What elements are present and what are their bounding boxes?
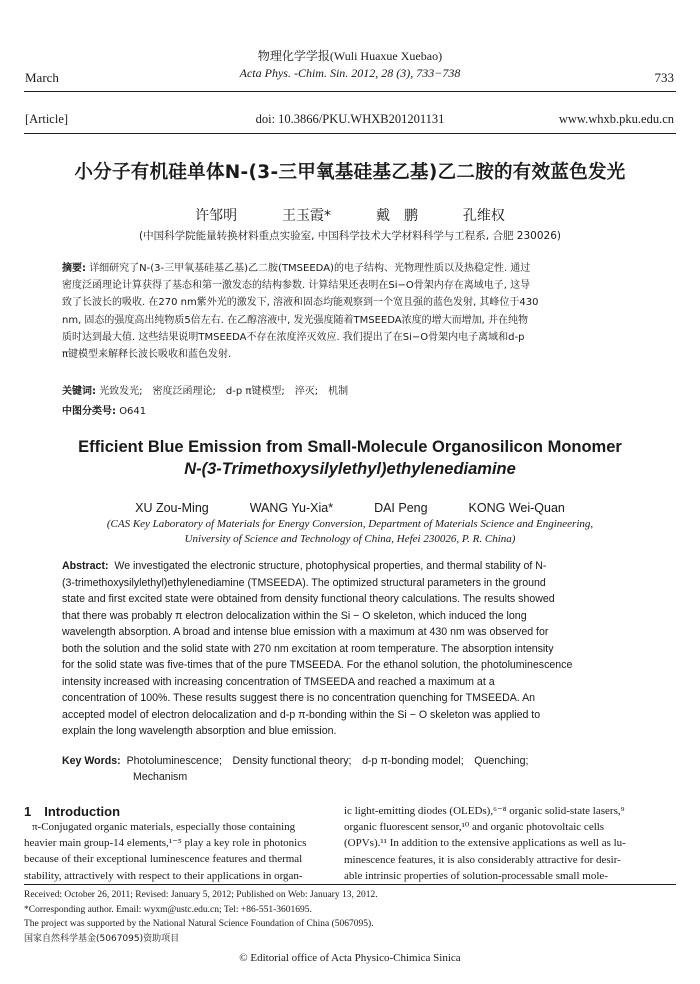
title-en-line: Efficient Blue Emission from Small-Molecule Organosilicon Monomer [78, 438, 622, 456]
abstract-en-line: that there was probably π electron delocalization within the Si − O skeleton, which induced the long [62, 609, 527, 622]
abstract-en-line: for the solid state was five-times that of the pure TMSEEDA. For the ethanol solution, the photoluminescence [62, 659, 573, 671]
abstract-en-label: Abstract: [62, 560, 109, 572]
journal-url[interactable]: www.whxb.pku.edu.cn [558, 112, 674, 126]
intro-line: minescence features, it is also considerably attractive for desir- [344, 853, 621, 866]
abstract-en-line: intensity increased with increasing concentration of TMSEEDA and reached a maximum at a [62, 675, 495, 688]
intro-line: ic light-emitting diodes (OLEDs),⁶⁻⁸ organic solid-state lasers,⁹ [344, 805, 625, 817]
intro-line: because of their exceptional luminescence features and thermal [24, 853, 303, 866]
affiliation-en-line: (CAS Key Laboratory of Materials for Energy Conversion, Department of Materials Science and Engineering, [106, 518, 594, 530]
journal-citation: Acta Phys. -Chim. Sin. 2012, 28 (3), 733−738 [239, 66, 461, 80]
author-cn: 王玉霞* [282, 208, 332, 224]
footnote-corresponding: *Corresponding author. Email: wyxm@ustc.edu.cn; Tel: +86-551-3601695. [24, 904, 312, 915]
keywords-cn [62, 382, 348, 397]
author-en: WANG Yu-Xia* [249, 501, 334, 515]
article-type: [Article] [25, 112, 69, 126]
issue-month: March [25, 70, 59, 85]
intro-right-column [344, 803, 678, 884]
intro-line: heavier main group-14 elements,¹⁻⁵ play a key role in photonics [24, 837, 307, 850]
keywords-en [62, 753, 528, 785]
keywords-en-label: Key Words: [62, 755, 121, 767]
footnotes [24, 888, 378, 946]
section-heading-introduction: 1 Introduction [24, 804, 121, 819]
intro-line: able intrinsic properties of solution-processable small mole- [344, 869, 608, 882]
keywords-cn-label: 关键词: [62, 386, 96, 397]
footnote-received: Received: October 26, 2011; Revised: January 5, 2012; Published on Web: January 13, 2012. [24, 890, 378, 900]
abstract-cn-line: π键模型来解释长波长吸收和蓝色发射. [62, 349, 232, 361]
abstract-en-line: concentration of 100%. These results suggest there is no concentration quenching for TMSEEDA. An [62, 692, 536, 704]
authors-en [0, 501, 700, 515]
intro-line: organic fluorescent sensor,¹⁰ and organic photovoltaic cells [344, 821, 605, 834]
authors-cn [0, 205, 700, 225]
abstract-cn-line: 质时达到最大值. 这些结果说明TMSEEDA不存在浓度淬灭效应. 我们提出了在Si−O骨架内电子离域和d-p [62, 331, 525, 343]
abstract-en-line: We investigated the electronic structure, photophysical properties, and thermal stability of N- [114, 560, 547, 572]
header-rule [24, 91, 676, 92]
affiliation-en [0, 517, 700, 547]
classification-cn-text: O641 [119, 406, 147, 417]
abstract-en-line: state and first excited state were obtained from density functional theory calculations. The results showed [62, 593, 555, 605]
abstract-cn-line: 详细研究了N-(3-三甲氧基硅基乙基)乙二胺(TMSEEDA)的电子结构、光物理性质以及热稳定性. 通过 [89, 263, 531, 274]
abstract-en [62, 558, 640, 740]
abstract-cn-line: 密度泛函理论计算获得了基态和第一激发态的结构参数. 计算结果还表明在Si−O骨架内存在离域电子, 这导 [62, 280, 531, 292]
classification-cn [62, 402, 146, 417]
author-cn: 戴 鹏 [375, 208, 418, 224]
footnote-rule [24, 884, 676, 885]
doi[interactable]: doi: 10.3866/PKU.WHXB201201131 [255, 112, 445, 126]
footnote-funding-cn: 国家自然科学基金(5067095)资助项目 [24, 933, 180, 944]
abstract-en-line: both the solution and the solid state with 270 nm excitation at room temperature. The absorption intensity [62, 642, 554, 655]
intro-line: (OPVs).¹¹ In addition to the extensive applications as well as lu- [344, 837, 626, 850]
abstract-en-line: (3-trimethoxysilylethyl)ethylenediamine (TMSEEDA). The optimized structural parameters in the ground [62, 576, 546, 589]
keywords-en-line: Mechanism [133, 771, 188, 783]
title-en-line: N-(3-Trimethoxysilylethyl)ethylenediamine [184, 460, 516, 478]
abstract-cn-line: nm, 固态的强度高出纯物质5倍左右. 在乙醇溶液中, 发光强度随着TMSEEDA浓度的增大而增加, 并在纯物 [62, 314, 528, 326]
author-en: XU Zou-Ming [135, 501, 209, 515]
keywords-cn-text: 光致发光; 密度泛函理论; d-p π键模型; 淬灭; 机制 [99, 386, 349, 397]
abstract-cn-line: 致了长波长的吸收. 在270 nm紫外光的激发下, 溶液和固态均能观察到一个宽且强的蓝色发射, 其峰位于430 [62, 297, 539, 309]
keywords-en-line: Photoluminescence; Density functional theory; d-p π-bonding model; Quenching; [126, 755, 529, 767]
page-number: 733 [654, 70, 674, 85]
abstract-en-line: wavelength absorption. A broad and intense blue emission with a maximum at 430 nm was observed for [62, 626, 549, 638]
affiliation-cn: (中国科学院能量转换材料重点实验室, 中国科学技术大学材料科学与工程系, 合肥 230026) [139, 230, 561, 242]
affiliation-en-line: University of Science and Technology of China, Hefei 230026, P. R. China) [184, 533, 516, 545]
doi-rule [24, 133, 676, 134]
abstract-en-line: explain the long wavelength absorption and blue emission. [62, 725, 337, 737]
abstract-en-line: accepted model of electron delocalization and d-p π-bonding within the Si − O skeleton was applied to [62, 708, 541, 721]
copyright: © Editorial office of Acta Physico-Chimica Sinica [239, 952, 461, 964]
abstract-cn-label: 摘要: [62, 263, 86, 274]
intro-left-column [24, 819, 334, 884]
abstract-cn [62, 260, 642, 363]
footnote-funding: The project was supported by the National Natural Science Foundation of China (5067095). [24, 919, 374, 929]
author-cn: 孔维权 [462, 208, 505, 224]
author-en: DAI Peng [374, 501, 428, 515]
journal-name-cn: 物理化学学报(Wuli Huaxue Xuebao) [257, 49, 443, 63]
classification-cn-label: 中图分类号: [62, 406, 116, 417]
title-en [0, 436, 700, 480]
intro-line: stability, attractively with respect to their applications in organ- [24, 869, 303, 882]
intro-line: π-Conjugated organic materials, especially those containing [32, 821, 296, 833]
title-cn: 小分子有机硅单体N-(3-三甲氧基硅基乙基)乙二胺的有效蓝色发光 [74, 162, 626, 183]
author-en: KONG Wei-Quan [468, 501, 565, 515]
author-cn: 许邹明 [195, 208, 238, 224]
